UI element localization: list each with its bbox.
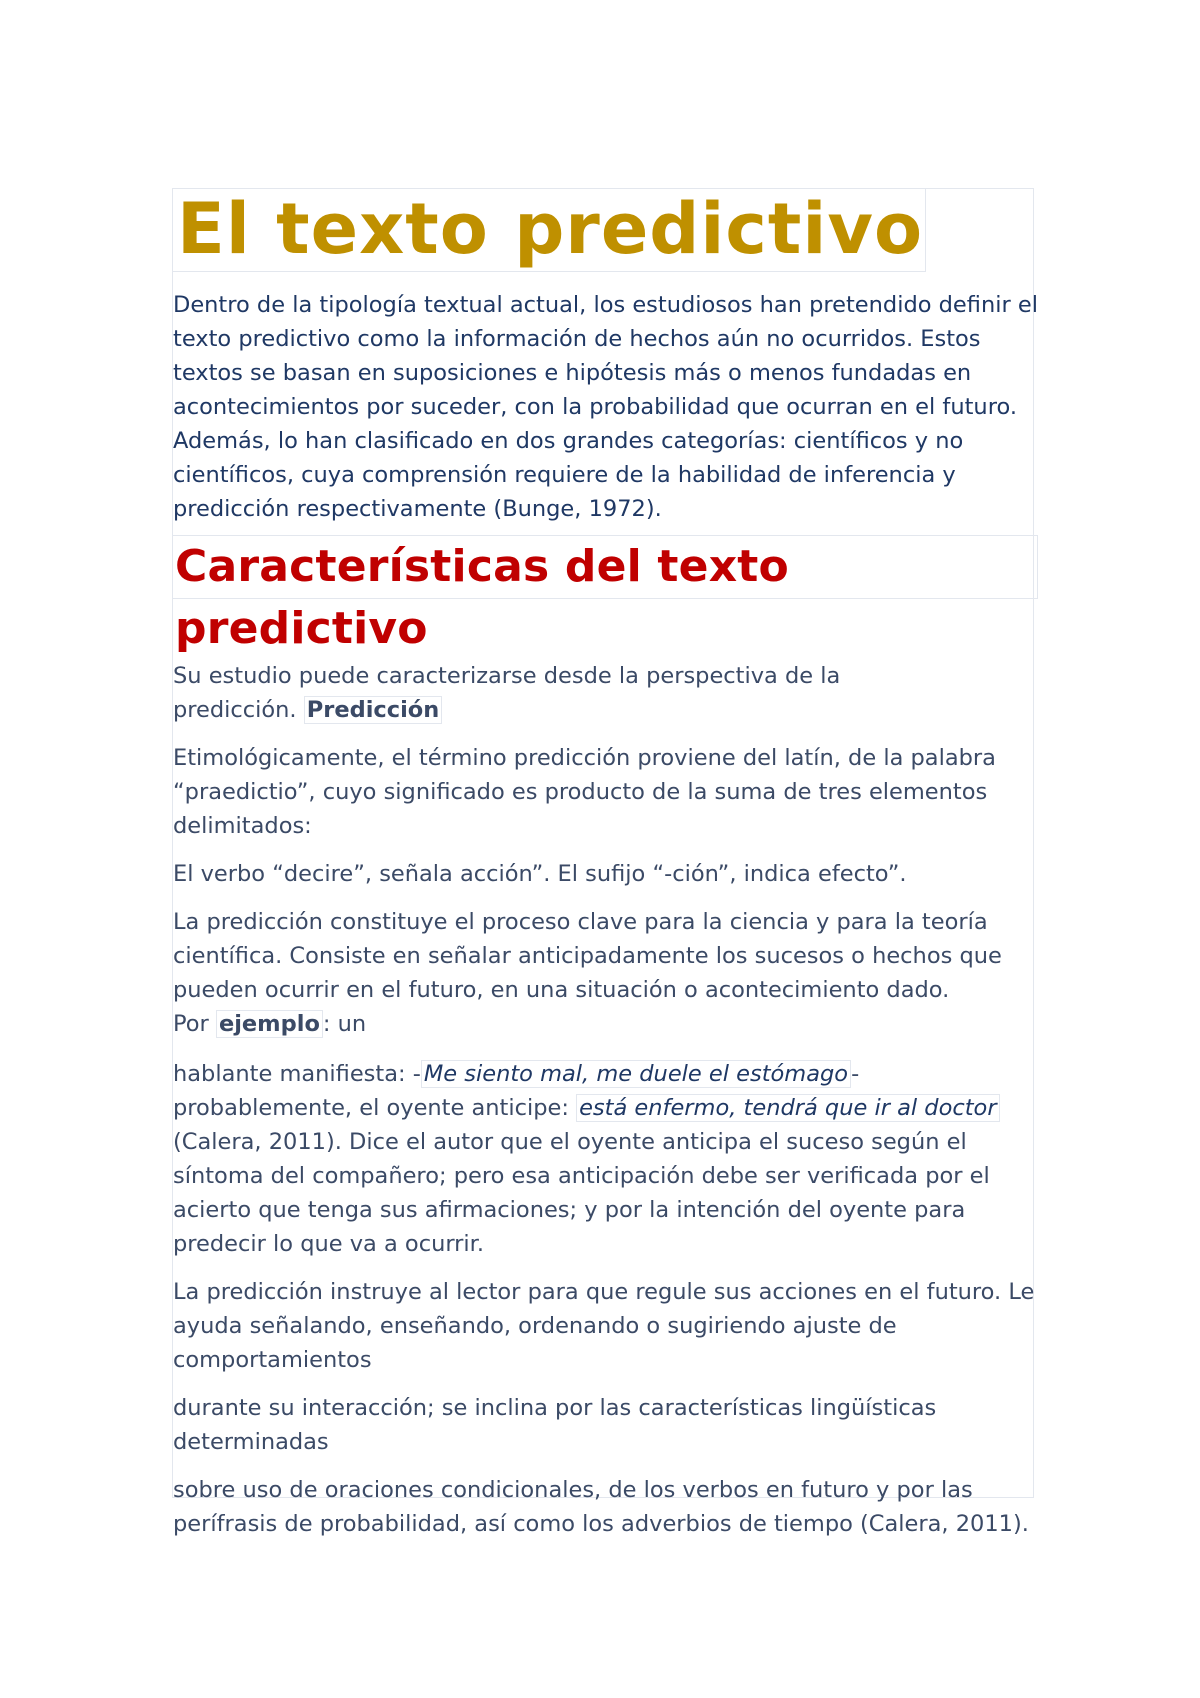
paragraph-conditionals: sobre uso de oraciones condicionales, de los verbos en futuro y por las perífrasis de probabilidad, así como los adverbios de tiempo (Calera, 2011). — [173, 1477, 1029, 1537]
bold-term-ejemplo: ejemplo — [216, 1010, 323, 1038]
paragraph-perspective — [172, 659, 1038, 727]
intro-paragraph: Dentro de la tipología textual actual, los estudiosos han pretendido definir el texto predictivo como la información de hechos aún no ocurridos. Estos textos se basan en suposiciones e hipótesis más o menos fundadas en acontecimientos por suceder, con la probabilidad que ocurran en el futuro. Además, lo han clasificado en dos grandes categorías: científicos y no científicos, cuya comprensión requiere de la habilidad de inferencia y predicción respectivamente (Bunge, 1972). — [173, 292, 1038, 522]
paragraph-text: hablante manifiesta: - — [173, 1061, 421, 1087]
paragraph-text: - probablemente, el oyente anticipe: — [173, 1061, 860, 1121]
paragraph-etymology: Etimológicamente, el término predicción proviene del latín, de la palabra “praedictio”, cuyo significado es producto de la suma de tres elementos delimitados: — [173, 745, 996, 839]
section-heading: Características del texto predictivo — [175, 541, 789, 654]
title-box — [172, 188, 926, 272]
section-body — [172, 659, 1038, 1541]
page-title: El texto predictivo — [177, 188, 924, 270]
paragraph-verb-suffix: El verbo “decire”, señala acción”. El sufijo “-ción”, indica efecto”. — [173, 861, 907, 887]
paragraph-key-process — [172, 905, 1038, 1041]
bold-term-prediccion: Predicción — [304, 696, 443, 724]
document-body — [172, 188, 1038, 1541]
paragraph-text: predicción. — [173, 697, 297, 723]
paragraph-text: Por — [173, 1011, 209, 1037]
paragraph-text: (Calera, 2011). Dice el autor que el oyente anticipa el suceso según el síntoma del compañero; pero esa anticipación debe ser verificada por el acierto que tenga sus afirmaciones; y por la intención del oyente para predecir lo que va a ocurrir. — [173, 1129, 990, 1257]
paragraph-text: La predicción constituye el proceso clave para la ciencia y para la teoría científica. Consiste en señalar anticipadamente los sucesos o hechos que pueden ocurrir en el futuro, en una situación o acontecimiento dado. — [173, 909, 1002, 1003]
italic-quote-2: está enfermo, tendrá que ir al doctor — [576, 1094, 999, 1122]
paragraph-example — [172, 1057, 1038, 1261]
paragraph-instructs: La predicción instruye al lector para que regule sus acciones en el futuro. Le ayuda señalando, enseñando, ordenando o sugiriendo ajuste de comportamientos — [173, 1279, 1035, 1373]
paragraph-text: : un — [322, 1011, 367, 1037]
italic-quote-1: Me siento mal, me duele el estómago — [421, 1060, 851, 1088]
paragraph-text: Su estudio puede caracterizarse desde la perspectiva de la — [173, 663, 841, 689]
section-heading-box — [172, 535, 1038, 654]
paragraph-interaction: durante su interacción; se inclina por las características lingüísticas determinadas — [173, 1395, 937, 1455]
